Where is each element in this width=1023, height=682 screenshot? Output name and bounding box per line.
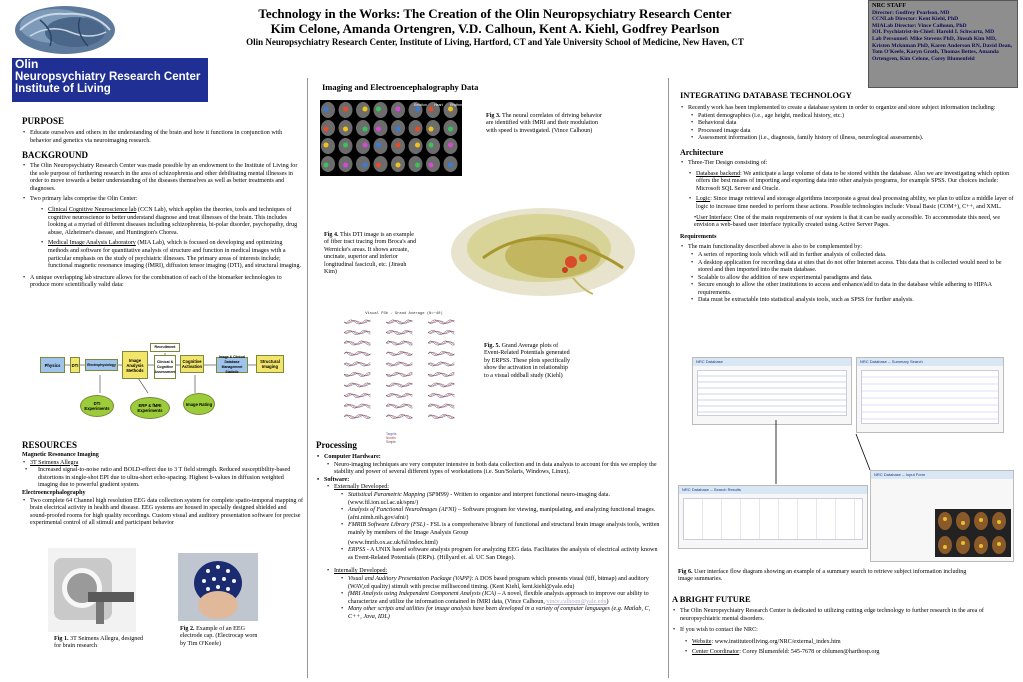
ui-flow-arrows (676, 420, 1016, 500)
ica-text: – A novel, flexible analysis approach to improve our ability to characterize and utilize the information contained in fMRI data, (Vince Calhoun, (348, 591, 649, 605)
purpose-section (22, 116, 302, 145)
ui-shot-4-title: NRC Database -- Input Form (871, 471, 1013, 479)
internal-heading-label: Internally Developed: (334, 568, 388, 575)
fmri-activation (396, 127, 401, 132)
diagram-dti: DTI (70, 357, 80, 373)
fmri-activation (415, 163, 420, 168)
fig3-caption (486, 113, 610, 135)
fmri-activation (376, 127, 381, 132)
ui-shot-1-title: NRC Database (693, 358, 851, 366)
background-mia-lab (38, 240, 302, 270)
website-link[interactable]: : www.instituteofliving.org/NRC/external_index.htm (711, 638, 841, 645)
erpss-name: ERPSS (348, 547, 366, 554)
database-intro: • Recently work has been implemented to create a database system in order to organize and store subject information including: (680, 105, 1014, 113)
logo-line1: Olin (15, 57, 39, 71)
database-section (680, 90, 1014, 305)
fmri-activation (363, 143, 368, 148)
fmri-activation (448, 127, 453, 132)
poster-affiliation: Olin Neuropsychiatry Research Center, Institute of Living, Hartford, CT and Yale University School of Medicine, New Haven, CT (246, 37, 744, 47)
fig6-caption (678, 569, 978, 584)
future-item-2: • If you wish to contact the NRC: (672, 627, 1012, 635)
erp-waveform (344, 383, 370, 387)
coordinator-label: Center Coordinator (692, 649, 740, 656)
erp-waveform (386, 363, 412, 365)
ui-shot-database (692, 357, 852, 425)
future-section (672, 594, 1012, 657)
fig3-text: The neural correlates of driving behavior are identified with fMRI and their modulation with speed is investigated. (Vince Calhoun) (486, 113, 602, 134)
fmri-activation (363, 107, 368, 112)
requirement-1: • A series of reporting tools which will aid in further analysis of collected data. (688, 252, 1014, 260)
fsl-url: (www.fmrib.ox.ac.uk/fsl/index.html) (348, 539, 438, 546)
backend-item (686, 171, 1014, 194)
fmri-label-2: Heart (434, 103, 443, 107)
dti-brain-image (423, 198, 663, 310)
brain-logo (10, 2, 120, 58)
erp-legend-1: Targets (386, 432, 397, 436)
diagram-structural: Structural Imaging (256, 355, 284, 373)
fmri-activation (448, 107, 453, 112)
backend-name: Database backend (696, 170, 741, 177)
erp-legend-3: Simple (386, 440, 396, 444)
mri-scanner-photo (48, 548, 136, 632)
coordinator-item (682, 649, 1012, 657)
fig4-label: Fig 4. (324, 232, 339, 238)
ui-shot-3-title: NRC Database -- Search Results (679, 486, 867, 494)
logo-line3: Institute of Living (15, 83, 111, 95)
ccn-lab-name: Clinical Cognitive Neuroscience lab (48, 206, 137, 213)
fig3-label: Fig 3. (486, 113, 501, 119)
mri-heading: Magnetic Resonance Imaging (22, 452, 99, 458)
vapp-text: : A DOS based program which presents visual (tiff, bitmap) and auditory (WAV,cd quality) stimuli with precise millisecond timing. (Kent Kiehl, kent.kiehl@yale.edu) (348, 575, 649, 590)
ui-item: •User Interface: One of the main requirements of our system is that it can be easily accessible. To accommodate this need, we envision a web-based user interface typically created using Active Server Pages. (694, 214, 1001, 229)
staff-director: Director: Godfrey Pearlson, MD (872, 9, 950, 16)
ccn-lab-text: (CCN Lab), which applies the theories, tools and techniques of cognitive neuroscience to better understand diagnose and treat illnesses of the brain. This includes looking at a myriad of different diseases including schizophrenia, bi-polar disorder, psychopathy, drug abuse, Alzheimer's disease, and Huntington's Chorea. (48, 206, 298, 236)
ui-text: : One of the main requirements of our system is that it can be easily accessible. To accommodate this need, we envision a web-based user interface typically created using Active Server Pages. (694, 214, 1001, 229)
staff-box (868, 0, 1018, 88)
external-heading (324, 484, 662, 492)
eeg-cap-photo (178, 553, 258, 621)
vapp-item (338, 576, 662, 591)
olin-logo (12, 58, 208, 102)
fig2-text: Example of an EEG electrode cap. (Electrocap worn by Tim O'Keefe) (180, 626, 258, 647)
fmri-activation (363, 163, 368, 168)
diagram-image-analysis: Image Analysis Methods (122, 351, 148, 379)
siemens-label: 3T Seimens Allegra (30, 459, 79, 466)
fmri-activation (343, 127, 348, 132)
afni-item (338, 507, 662, 522)
erp-waveform (386, 383, 412, 387)
fmri-driving-image (320, 100, 462, 176)
eeg-text: • Two complete 64 Channel high resolution EEG data collection system for complete spatio-temporal mapping of brain electrical activity in health and disease. EEG systems are housed in specially designed shielded and sound-proofed rooms for high quality recordings. Custom visual and auditory presentation software for precise experimental control of all stimuli and participant behavior (22, 498, 304, 528)
requirement-4: • Secure enough to allow the other institutions to access and enhance/add to data in the database while adhering to HIPAA requirements. (688, 282, 1014, 297)
diagram-recruitment: Recruitment (150, 343, 180, 352)
database-item-4: • Assessment information (i.e., diagnosis, family history of illness, neurological assessments). (688, 135, 1014, 143)
erp-legend-2: Novels (386, 436, 396, 440)
eeg-heading: Electroencephalography (22, 489, 86, 496)
requirement-2: • A desktop application for recording data at sites that do not offer Internet access. This data that is collected would need to be stored and then imported into the main database. (688, 260, 1014, 275)
vapp-name: Visual and Auditory Presentation Package (VAPP) (348, 575, 472, 582)
spm-item (338, 492, 662, 507)
fig5-text: Grand Average plots of Event-Related Potentials generated by ERPSS. These plots specifically show the activation in relationship to a visual oddball study (Kiehl) (484, 343, 571, 379)
siemens-text: • Increased signal-to-noise ratio and BOLD-effect due to 3 T field strength. Reduced susceptibility-based distortions in single-shot EPI due to ultra-short echo-spacing. Highest b-values in diffusion weighted imaging due to powerful gradient system. (22, 467, 304, 490)
fmri-activation (376, 107, 381, 112)
staff-iol: IOL Psychiatrist-in-Chief: Harold I. Schwartz, MD (872, 29, 995, 36)
staff-lab: Lab Personnel: Mike Stevens PhD, Jinsuh Kim MD, Kristen Mcknman PhD, Karen Anderson RN, David Dean, Tom O'Keefe, Karyn Groth, Thomas Bettes, Amanda Ortengren, Kim Celone, Corey Blumenfeld (872, 35, 1013, 62)
backend-text: : We anticipate a large volume of data to be stored within the database. Also we are investigating which option offers the best means of importing and exporting data into other analysis programs, for example SPSS. Our choices include: Microsoft SQL Server and Oracle. (696, 170, 1010, 192)
fig2-caption (180, 626, 262, 648)
fsl-name: FMRIB Software Library (FSL) (348, 522, 426, 529)
fmri-activation (429, 107, 434, 112)
diagram-dti-experiments: DTI Experiments (80, 395, 114, 417)
fmri-panel-labels (414, 103, 462, 107)
logic-item (686, 196, 1014, 211)
coordinator-contact[interactable]: : Corey Blumenfeld: 545-7678 or cblumen@harthosp.org (739, 649, 880, 656)
mia-lab-text: (MIA Lab), which is focused on developing and optimizing methods and software for quantitative analysis of structure and function in medical images with a particular emphasis on the study of psychiatric illnesses. The primary areas of interests include; functional magnetic resonance imaging (fMRI), diffusion tensor imaging (DTI), and structural imaging. (48, 240, 302, 270)
fmri-activation (343, 163, 348, 168)
resources-heading: RESOURCES (22, 440, 78, 450)
fig5-label: Fig. 5. (484, 343, 501, 349)
diagram-physics: Physics (40, 357, 65, 373)
fmri-label-1: Emotion (414, 103, 427, 107)
many-scripts-item: • Many other scripts and utilities for image analysis have been developed in a variety of computer languages (e.g. Matlab, C, C++, Java, IDL) (338, 606, 662, 621)
requirement-5: • Data must be extractable into statistical analysis tools, such as SPSS for further analysis. (688, 297, 1014, 305)
background-heading: BACKGROUND (22, 150, 89, 160)
ica-end: ) (606, 598, 609, 605)
diagram-clinical: Clinical & Cognitive Assessment (154, 355, 176, 379)
website-item (682, 639, 1012, 647)
afni-name: Analysis of Functional NeuroImages (AFNI) (348, 507, 457, 514)
internal-heading (324, 568, 662, 576)
requirement-3: • Scalable to allow the addition of new experimental paradigms and data. (688, 275, 1014, 283)
fig4-text: This DTI image is an example of fiber tract tracing from Broca's and Wernicke's areas. It shows arcuate, uncinate, superior and inferior longitudinal fasciculi, etc. (Jinsuh Kim) (324, 232, 417, 276)
staff-mia: MIALab Director: Vince Calhoun, PhD (872, 22, 967, 29)
logic-name: Logic (696, 196, 711, 203)
fmri-activation (415, 127, 420, 132)
ui-shot-brain-thumbnails (935, 509, 1011, 557)
purpose-heading: PURPOSE (22, 116, 65, 126)
database-item-2: • Behavioral data (688, 120, 1014, 128)
requirements-intro: • The main functionality described above is also to be complemented by: (680, 244, 1014, 252)
hardware-text: • Neuro-imaging techniques are very computer intensive in both data collection and in data analysis to account for this we employ the stability and power of several different types of workstations (i.e. Sun/Solaris, Windows, Linux). (324, 462, 662, 477)
fmri-activation (343, 107, 348, 112)
fsl-item (338, 522, 662, 537)
fig1-text: 3T Seimens Allegra, designed for brain research (54, 636, 144, 650)
fig5-caption (484, 343, 572, 380)
architecture-heading: Architecture (680, 147, 724, 157)
fmri-activation (324, 127, 329, 132)
staff-ccnl: CCNLab Director: Kent Kiehl, PhD (872, 16, 959, 23)
staff-heading: NRC STAFF (872, 2, 907, 9)
fmri-activation (429, 143, 434, 148)
website-label: Website (692, 638, 712, 645)
poster-authors: Kim Celone, Amanda Ortengren, V.D. Calhoun, Kent A. Kiehl, Godfrey Pearlson (270, 21, 720, 36)
hardware-heading: • Computer Hardware: (316, 454, 662, 462)
diagram-database: Image & Clinical Database Management Statistic (216, 357, 248, 373)
future-item-1: • The Olin Neuropsychiatry Research Center is dedicated to utilizing cutting edge technology to further research in the area of neuropsychiatric mental disorders. (672, 608, 1012, 623)
background-ccn-lab (38, 207, 302, 237)
spm-text: - Written to organize and interpret functional neuro-imaging data. (www.fil.ion.ucl.ac.uk/spm/) (348, 491, 610, 506)
three-tier-text: • Three-Tier Design consisting of: (680, 160, 1014, 168)
fig6-label: Fig 6. (678, 569, 693, 575)
database-heading: INTEGRATING DATABASE TECHNOLOGY (680, 90, 852, 100)
ica-name: fMRI Analysis using Independent Component Analysis (ICA) (348, 591, 497, 598)
lab-structure-diagram (40, 343, 290, 421)
poster-title: Technology in the Works: The Creation of the Olin Neuropsychiatry Research Center (258, 6, 732, 21)
column-divider-2 (668, 78, 669, 678)
erpss-text: - A UNIX based software analysis program for analyzing EEG data. Facilitates the analysis of electrical activity known as Event-Related Potentials (ERPs). (Hillyard et. al. UC San Diego). (348, 547, 658, 561)
fmri-activation (448, 163, 453, 168)
erpss-item (338, 547, 662, 562)
ica-item (338, 591, 662, 606)
fmri-activation (396, 163, 401, 168)
database-item-1: • Patient demographics (i.e., age height, medical history, etc.) (688, 113, 1014, 121)
fmri-activation (429, 163, 434, 168)
mia-lab-name: Medical Image Analysis Laboratory (48, 240, 136, 247)
diagram-electrophysiology: Electrophysiology (85, 359, 118, 371)
fsl-text: - FSL is a comprehensive library of functional and structural brain image analysis tools, written mainly by members of the Image Analysis Group (348, 522, 660, 536)
fig1-caption (54, 636, 144, 651)
ui-name: User Interface (696, 214, 731, 221)
imaging-heading: Imaging and Electroencephalography Data (322, 82, 479, 92)
background-item-3: • A unique overlapping lab structure allows for the combination of each of the biomarker technologies to produce more scientifically valid data: (22, 275, 302, 290)
fig1-label: Fig 1. (54, 636, 69, 642)
fmri-activation (376, 163, 381, 168)
fmri-activation (363, 127, 368, 132)
processing-heading: Processing (316, 440, 357, 450)
fmri-label-3: Rhythm (449, 103, 462, 107)
ica-email-link[interactable]: vince.calhoun@yale.edu (546, 598, 607, 605)
fmri-activation (324, 143, 329, 148)
fmri-activation (343, 143, 348, 148)
column-divider-1 (307, 78, 308, 678)
erp-waveform (344, 363, 370, 365)
background-section (22, 150, 302, 290)
poster-header (195, 6, 795, 48)
erp-waveform (428, 383, 454, 387)
fmri-activation (396, 143, 401, 148)
logo-line2: Neuropsychiatry Research Center (15, 70, 201, 83)
database-item-3: • Processed image data (688, 128, 1014, 136)
fig6-text: User interface flow diagram showing an example of a summary search to retrieve subject information including image summaries. (678, 569, 967, 583)
software-heading: • Software: (316, 477, 662, 485)
fmri-activation (448, 143, 453, 148)
diagram-image-rating: Image Rating (183, 393, 215, 415)
erp-plot-title: Visual P3b - Grand Average (N=~40) (365, 312, 443, 316)
resources-section (22, 440, 304, 528)
fig2-label: Fig 2. (180, 626, 195, 632)
fmri-activation (429, 127, 434, 132)
future-heading: A BRIGHT FUTURE (672, 594, 751, 604)
ui-shot-2-title: NRC Database -- Summary Search (857, 358, 1003, 366)
background-item-1: • The Olin Neuropsychiatry Research Center was made possible by an endowment to the Institute of Living for the sole purpose of furthering research in the area of schizophrenia and other debilitating mental illnesses in order to move towards a better understanding of the diseases themselves as well as better treatments and diagnoses. (22, 163, 302, 193)
fmri-activation (415, 143, 420, 148)
processing-section (316, 440, 662, 621)
afni-text: – Software program for viewing, manipulating, and analyzing functional images. (afni.nimh.nih.gov/afni/) (348, 507, 656, 521)
requirements-heading: Requirements (680, 233, 717, 240)
fmri-activation (324, 107, 329, 112)
purpose-item: • Educate ourselves and others in the understanding of the brain and how it functions in conjunction with behavior and genetics via neuroimaging research. (22, 130, 302, 145)
diagram-cognitive: Cognitive Activation (180, 355, 204, 373)
erp-waveform (428, 363, 454, 365)
external-heading-label: Externally Developed: (334, 484, 389, 491)
erp-grand-average-plot (330, 312, 478, 444)
fmri-activation (415, 107, 420, 112)
logic-text: : Since image retrieval and storage algorithms incorporate a great deal processing ability, we plan to utilize a middle layer of logic to increase time needed to perform these actions. Possible technologies include: Visual Basic (COM+), C++, and XML. (696, 196, 1014, 210)
fmri-activation (324, 163, 329, 168)
fig4-caption (324, 232, 420, 276)
background-item-2: • Two primary labs comprise the Olin Center: (22, 196, 302, 204)
fmri-activation (376, 143, 381, 148)
spm-name: Statistical Parametric Mapping (SPM99) (348, 491, 449, 498)
diagram-erp-experiments: ERP & fMRI Experiments (130, 397, 170, 419)
fmri-activation (396, 107, 401, 112)
